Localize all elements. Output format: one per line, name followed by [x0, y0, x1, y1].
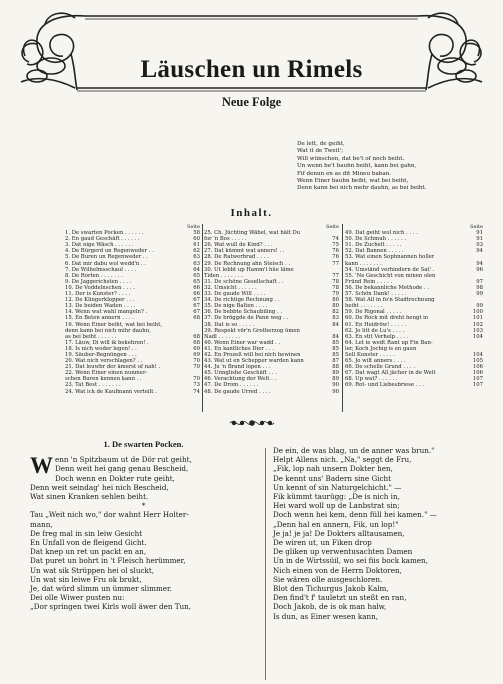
toc-entry-title: 21. Dat leuwbr der ämerst of nah! .	[65, 364, 161, 371]
toc-entry-title: Tiden . . . . . . .	[204, 272, 243, 279]
toc-entry-title: 29. De Rechnung ahn Steisch . .	[204, 260, 291, 267]
column-divider	[265, 448, 266, 680]
page-subtitle: Neue Folge	[221, 95, 282, 109]
toc-entry-title: 20. Wat nich verschlagen? . .	[65, 358, 143, 365]
toc-entry-page: 70	[193, 358, 200, 365]
toc-entry-title: 65. Jo wilt anners . . . .	[345, 358, 406, 365]
toc-entry-page: 68	[193, 315, 200, 322]
toc-entry-page: 78	[332, 278, 339, 285]
toc-entry-page: 58	[193, 230, 200, 237]
toc-entry-page: 69	[193, 351, 200, 358]
toc-entry-page: 98	[476, 284, 483, 291]
toc-entry-page: 80	[332, 297, 339, 304]
toc-entry-page: 76	[332, 254, 339, 261]
toc-entry-page: 62	[193, 248, 200, 255]
toc-entry-title: 55. 'Ne Geschicht von minen olen	[345, 272, 436, 279]
story-line: Den find't f' tauletzt un steßt en ran,	[273, 593, 407, 603]
toc-entry-page: 89	[332, 376, 339, 383]
toc-entry-title: 34. De richtige Rechnung . .	[204, 297, 280, 304]
page-title: Läuschen un Rimels	[140, 56, 363, 83]
story-left-column	[30, 440, 257, 612]
toc-entry-title: 38. Dat is so . . . . .	[204, 321, 255, 328]
toc-entry-title: 14. Wenn wat wahl mangeln? .	[65, 309, 148, 316]
toc-entry-title: 45. Unnglishe Geschäft . . .	[204, 370, 277, 377]
toc-heading: Inhalt.	[230, 207, 273, 219]
toc-entry-title: 9. De Jaggerichsten . . . .	[65, 278, 132, 285]
toc-entry-page: 104	[472, 333, 483, 340]
story-line: Un kennt of sin Naturgelchicht." —	[273, 482, 402, 492]
toc-entry-page: 106	[472, 370, 483, 377]
toc-entry-title: 58. Wat All in fo'n Stadtrechnung	[345, 297, 435, 304]
toc-entry-page: 73	[193, 382, 200, 389]
poem-line: De lett, de geiht,	[297, 141, 345, 147]
poem-line: Denn kann bei nich mehr dauhn, as bei beiht.	[297, 185, 427, 192]
motto-poem	[297, 141, 493, 193]
story-line: „Denn hal en annern, Fik, un lop!"	[273, 519, 399, 529]
seite-label: Seite	[470, 224, 483, 230]
toc-entry-page: 76	[332, 248, 339, 255]
toc-entry-title: 32. Umsicht . . . . . .	[204, 284, 257, 291]
toc-entry-title: 31. De schöne Gesellschaft . .	[204, 278, 284, 285]
story-line: De kennt uns' Badern sine Gicht	[273, 473, 392, 483]
toc-entry-page: 104	[472, 351, 483, 358]
toc-entry-title: ler, Koch Jochig is en gaun	[345, 345, 417, 352]
toc-entry-page: 64	[193, 266, 200, 273]
toc-entry-title: 54. Umständ verhindern de Sat' .	[345, 266, 435, 273]
story-line: Dei olle Wiwer pusten nu:	[30, 593, 125, 603]
column-divider	[342, 224, 343, 412]
toc-entry-page: 89	[332, 370, 339, 377]
toc-entry-page: 102	[472, 321, 483, 328]
toc-entry-title: 47. De Drom . . . . . .	[204, 382, 259, 389]
toc-entry-page: 91	[476, 236, 483, 243]
toc-entry-page: 90	[332, 382, 339, 389]
story-line: „Dor springen twei Kirls woll äwer den Tun,	[30, 602, 192, 612]
header-ornament	[15, 6, 488, 109]
story-line: Tau „Weit nich wo," dor wahnt Herr Holter-	[30, 510, 189, 520]
story-line: Hei ward woll up de Lanbstrat sin;	[273, 501, 400, 511]
toc-entry-page: 67	[193, 309, 200, 316]
story-line: *	[141, 501, 146, 511]
toc-entry	[204, 389, 339, 395]
toc-entry-page: 107	[472, 376, 483, 383]
story-line: Fik kümmt taurügg: „De is nich in,	[273, 492, 400, 502]
story-line: Je, dat würd slimm un ümmer slimmer.	[30, 584, 172, 594]
toc-entry-page: 94	[476, 260, 483, 267]
story-line: Is dun, as Einer wesen kann,	[273, 611, 379, 621]
toc-entry-page: 68	[193, 339, 200, 346]
story-line: Un in de Wirtssüil, wo sei fiis bock kamen,	[273, 556, 428, 566]
toc-entry-title: 67. Dat wagt All jächer in de Welt	[345, 370, 436, 377]
toc-entry-page: 65	[193, 272, 200, 279]
toc-entry-title: 18. Is nich woder legen! . .	[65, 345, 137, 352]
toc-entry-page: 100	[472, 309, 483, 316]
toc-entry-title: 22. Wenn Einer einen nunmer-	[65, 370, 148, 377]
toc-entry-page: 105	[472, 358, 483, 365]
toc-entry-title: 62. Jo litt de Lu's . . . .	[345, 327, 405, 334]
seite-label: Seite	[187, 224, 200, 230]
story-line: De gliken up verwentusachten Damen	[273, 547, 413, 557]
toc-entry-title: 68. Up wat? . . . . . .	[345, 376, 398, 383]
toc-entry-title: denn kann bei nich mihr dauhn,	[65, 327, 151, 334]
toc-entry-page: 85	[332, 351, 339, 358]
toc-entry-title: 69. Rot- und Liebesbriese . . .	[345, 382, 425, 389]
toc-entry-page: 103	[472, 327, 483, 334]
toc-entry-title: heiht . . . . . . .	[345, 303, 383, 310]
toc-entry-page: 90	[332, 388, 339, 395]
toc-entry-title: 26. Wat wull de Kind? . . .	[204, 242, 273, 249]
toc-entry-title: Nadl . . . . . . .	[204, 333, 241, 340]
toc-entry-page: 83	[332, 315, 339, 322]
story-right-column	[273, 446, 495, 621]
toc-column-2	[204, 224, 339, 395]
toc-entry-page: 107	[472, 382, 483, 389]
toc-entry-page: 106	[472, 364, 483, 371]
divider-ornament-icon	[228, 418, 276, 428]
story-line: Dat puret un bohrt in 't Fleisch herümmer,	[30, 556, 186, 566]
poem-line: Will wünschen, dat be't of noch beiht.	[297, 155, 405, 162]
story-line: Nich einen von de Herrn Doktoren,	[273, 565, 402, 575]
toc-entry-title: Fründ Rein . . . . .	[345, 278, 393, 285]
toc-entry-title: 43. Wat ut en Schepper warden kann	[204, 358, 304, 365]
toc-entry-page: 88	[332, 364, 339, 371]
toc-entry-title: 6. Dat mir dabu wol wedd'n . .	[65, 260, 147, 267]
drop-cap: W	[30, 453, 53, 479]
toc-entry-page: 65	[193, 278, 200, 285]
toc-entry-page: 101	[472, 315, 483, 322]
toc-entry-title: 48. De gaude Urred . . . .	[204, 388, 271, 395]
toc-entry-page: 82	[332, 309, 339, 316]
toc-entry-title: 10. De Voddelnschen . . . .	[65, 284, 135, 291]
toc-entry-title: 59. De Rigonal . . . . .	[345, 309, 402, 316]
toc-entry-title: 60. De Rock mit dreht hengt in	[345, 315, 429, 322]
toc-entry-title: 13. De beiden Waden . . . .	[65, 303, 136, 310]
toc-entry-title: 42. En Prozeß will bei nich bewinen	[204, 351, 301, 358]
toc-entry-title: 2. En gaud Geschäft . . . . . .	[65, 236, 140, 243]
toc-entry-page: 99	[476, 291, 483, 298]
toc-entry-title: 11. Der is Kunster? . . . .	[65, 291, 131, 298]
toc-entry-page: 77	[332, 272, 339, 279]
story-line: Dat knep un ret un packt en an,	[30, 547, 147, 557]
toc-entry-page: 85	[332, 345, 339, 352]
toc-entry-page: 80	[332, 303, 339, 310]
toc-entry-title: 44. Ju 'n Brand lopen . . .	[204, 364, 271, 371]
toc-entry-page: 84	[332, 321, 339, 328]
toc-entry-page: 96	[476, 266, 483, 273]
toc-entry-title: 23. Tat Best . . . . . . .	[65, 382, 121, 389]
toc-entry-title: 46. Verachtung der Welt . .	[204, 376, 277, 383]
toc-entry-page: 77	[332, 260, 339, 267]
toc-entry-title: 51. De Zuchelt . . . . .	[345, 242, 402, 249]
toc-entry-page: 79	[332, 291, 339, 298]
toc-entry-title: 41. En kantliches Dier . . .	[204, 345, 274, 352]
toc-column-3	[345, 224, 483, 389]
toc-entry-page: 85	[332, 339, 339, 346]
toc-entry-page: 61	[193, 242, 200, 249]
column-divider	[202, 224, 203, 412]
toc-entry-title: 66. De schelle Grund . . . .	[345, 364, 416, 371]
toc-entry-title: 30. Ut lebbt up Hamm'l hüe läme	[204, 266, 294, 273]
toc-entry-title: 27. Dat kümmt wat anners! . .	[204, 248, 285, 255]
toc-entry-title: 5. De Buren un Regenweder . .	[65, 254, 148, 261]
toc-entry-page: 74	[193, 388, 200, 395]
story-line: De ein, de was blag, un de anner was brun."	[273, 446, 435, 455]
toc-entry-title: 57. Schön Dank! . . . . .	[345, 291, 407, 298]
toc-column-1	[65, 224, 200, 395]
toc-entry-page: 74	[332, 236, 339, 243]
toc-entry-page: 78	[332, 284, 339, 291]
toc-entry-page: 70	[193, 376, 200, 383]
toc-entry-title: 56. De bekannliche Methode . .	[345, 284, 430, 291]
toc-entry-title: 24. Wat ick de Kaufmann verteilt .	[65, 388, 157, 395]
toc-entry-page: 87	[332, 358, 339, 365]
story-line: Blot den Tichurgus Jakob Kalm,	[273, 584, 389, 594]
toc-entry	[345, 382, 483, 388]
toc-entry-title: 12. De Klingerklopper . . .	[65, 297, 135, 304]
story-line: Denn weit hei gang genau Bescheid,	[55, 464, 189, 474]
toc-entry-title: 49. Dat geiht wol nich . . . .	[345, 230, 418, 237]
toc-entry-page: 91	[476, 230, 483, 237]
story-line: Doch Jakob, de is ok man halw,	[273, 602, 387, 612]
toc-entry-page: 63	[193, 254, 200, 261]
toc-entry-page: 67	[193, 303, 200, 310]
toc-entry-page: 97	[476, 278, 483, 285]
story-line: Je ja! je ja! De Dokters alltausamen,	[273, 528, 405, 538]
toc-entry-title: Sell Kunster . . . . .	[345, 351, 395, 358]
story-line: Doch wenn en Dokter rute geiht,	[55, 473, 175, 483]
poem-line: Wenn Einer bauhn beiht, wat bei beiht,	[297, 178, 409, 185]
toc-entry-title: 4. De Bürgerd un Regenweder . .	[65, 248, 154, 255]
toc-entry-page: 84	[332, 333, 339, 340]
seite-label: Seite	[326, 224, 339, 230]
toc-entry-title: 53. Wat einen Sophnannen holler	[345, 254, 435, 261]
toc-entry-title: 16. Wenn Einer beiht, wat bei beiht,	[65, 321, 163, 328]
toc-entry-title: 63. En stit Verhelp . . . .	[345, 333, 409, 340]
toc-entry-title: kann . . . . . . .	[345, 260, 382, 267]
toc-entry-title: 15. En Beten annern . . . .	[65, 315, 134, 322]
story-line: Sie wären olle ausgeschloren.	[273, 574, 383, 584]
toc-entry-title: 28. De Ratwerbrad . . . .	[204, 254, 269, 261]
toc-entry-page: 75	[332, 242, 339, 249]
story-line: En Unfall von de fleigend Gicht.	[30, 538, 147, 548]
toc-entry-page: 67	[193, 297, 200, 304]
toc-entry-title: schen Buren kennen kann . .	[65, 376, 142, 383]
toc-entry-title: 61. En Heidröw! . . . . .	[345, 321, 407, 328]
toc-entry-page: 69	[193, 345, 200, 352]
toc-entry-title: 3. Dat nige Wäsch . . . . . .	[65, 242, 134, 249]
toc-entry-page: 63	[193, 260, 200, 267]
toc-entry-title: 19. Säuber-Begnüngen . . .	[65, 351, 137, 358]
story-line: „Fik, lop nah unsern Dokter hen,	[273, 464, 393, 474]
story-line: enn 'n Spitzbaum ut de Dör rut geiht,	[55, 455, 192, 465]
story-line: Helpt Allens nich. „Na," seggt de Fru,	[273, 455, 412, 465]
toc-entry-page: 60	[193, 236, 200, 243]
story-line: De wiren ut, un Fiken drop	[273, 538, 372, 548]
toc-entry-page: 70	[193, 364, 200, 371]
story-line: Un wat sin leiwe Fru ok brukt,	[30, 574, 142, 584]
toc-entry-title: 8. De Rorten . . . . . . .	[65, 272, 123, 279]
story-line: Wat sinen Kranken sehlen beiht.	[30, 492, 149, 502]
toc-entry-title: 35. De nige Balten . . . .	[204, 303, 268, 310]
poem-line: Wat it de Tweit';	[297, 148, 344, 155]
poem-line: Un wenn be't bauhn beiht, kann bei gahn,	[297, 163, 417, 170]
toc-entry-title: 36. De bebbte Schaubiling . .	[204, 309, 283, 316]
toc-entry-title: 17. Läuw, Di will ik bekehren! .	[65, 339, 149, 346]
toc-entry-page: 66	[193, 291, 200, 298]
toc-entry-title: 37. De bröggde de Pann weg . .	[204, 315, 289, 322]
toc-entry-page: 99	[476, 303, 483, 310]
toc-entry-page: 66	[193, 284, 200, 291]
toc-entry-page: 93	[476, 242, 483, 249]
toc-entry-title: 7. De Wilhelmsschaul . . . .	[65, 266, 137, 273]
toc-entry-title: 52. Dat Bannen . . . . .	[345, 248, 404, 255]
story-title: 1. De swarten Pocken.	[103, 439, 184, 449]
toc-entry	[65, 389, 200, 395]
story-line: Denn weit seindag' hei nich Bescheid,	[30, 482, 169, 492]
poem-line: Fif denun en as dit Mineu baban.	[297, 170, 392, 177]
toc-entry-title: 33. De gaude Will . . . .	[204, 291, 266, 298]
story-line: Doch wenn hei kem, denn füll hei kamen." —	[273, 510, 437, 520]
toc-entry-title: 64. Let ie wedt Rant up Fin Ban-	[345, 339, 433, 346]
toc-entry-title: 39. Respekt vör'n Grotherzog ümen	[204, 327, 300, 334]
toc-entry-title: 50. De Schmuh . . . . . .	[345, 236, 407, 243]
toc-entry-page: 94	[476, 248, 483, 255]
toc-entry-title: 1. De swarten Pocken . . . . . .	[65, 230, 144, 237]
story-line: Un wat sik Strüppen hei ol sluckt,	[30, 565, 155, 575]
story-line: mann,	[30, 519, 53, 529]
toc-entry-page: 68	[193, 333, 200, 340]
toc-entry-title: 40. Wenn Einer war wadd . .	[204, 339, 281, 346]
toc-entry-title: for 'n Bos . . . . .	[204, 236, 247, 243]
story-line: De freg mal in sin leiw Gesicht	[30, 528, 143, 538]
toc-entry-title: 25. Ch. Jüchting Wäbel, wat hält Du	[204, 230, 301, 237]
toc-entry-title: as bei beiht . . . . . .	[65, 333, 117, 340]
